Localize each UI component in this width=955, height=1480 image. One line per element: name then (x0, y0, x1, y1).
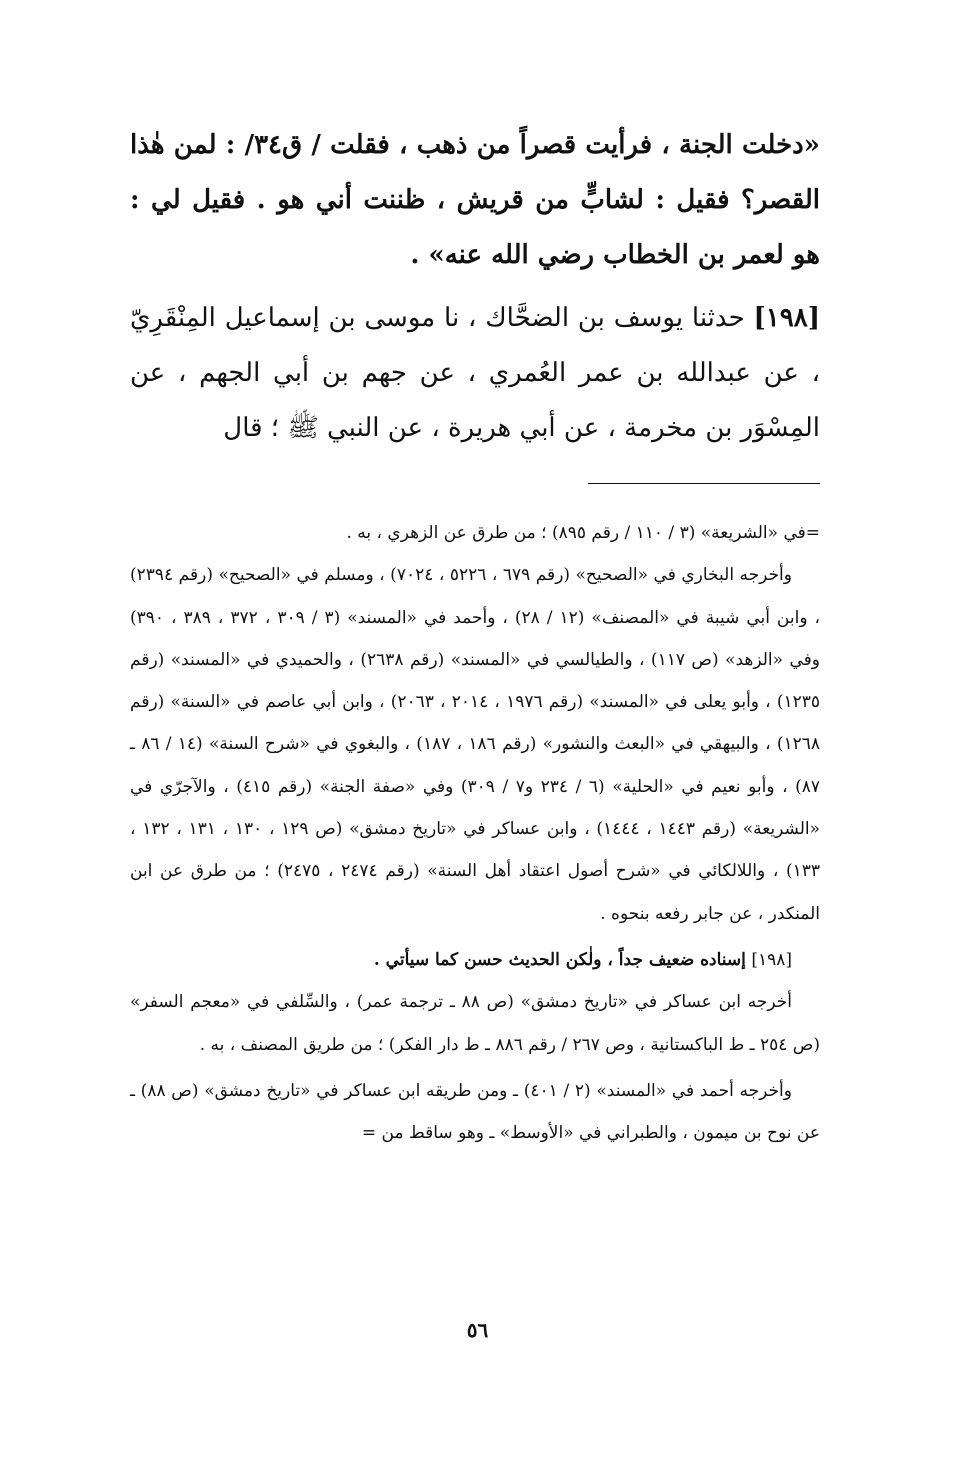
footnote-198-grade (130, 939, 820, 981)
page-number: ٥٦ (466, 1318, 489, 1342)
footnote-198-more: وأخرجه أحمد في «المسند» (٢ / ٤٠١) ـ ومن طريقه ابن عساكر في «تاريخ دمشق» (ص ٨٨) ـ عن نوح بن ميمون ، والطبراني في «الأوسط» ـ وهو ساقط من = (130, 1080, 820, 1144)
footnote-takhrij-paragraph: وأخرجه البخاري في «الصحيح» (رقم ٦٧٩ ، ٥٢٢٦ ، ٧٠٢٤) ، ومسلم في «الصحيح» (رقم ٢٣٩٤) ، وابن أبي شيبة في «المصنف» (١٢ / ٢٨) ، وأحمد في «المسند» (٣ / ٣٠٩ ، ٣٧٢ ، ٣٨٩ ، ٣٩٠) وفي «الزهد» (ص ١١٧) ، والطيالسي في «المسند» (رقم ٢٦٣٨) ، والحميدي في «المسند» (رقم ١٢٣٥) ، وأبو يعلى في «المسند» (رقم ١٩٧٦ ، ٢٠١٤ ، ٢٠٦٣) ، وابن أبي عاصم في «السنة» (رقم ١٢٦٨) ، والبيهقي في «البعث والنشور» (رقم ١٨٦ ، ١٨٧) ، والبغوي في «شرح السنة» (١٤ / ٨٦ ـ ٨٧) ، وأبو نعيم في «الحلية» (٦ / ٢٣٤ و٧ / ٣٠٩) وفي «صفة الجنة» (رقم ٤١٥) ، والآجرّي في «الشريعة» (رقم ١٤٤٣ ، ١٤٤٤) ، وابن عساكر في «تاريخ دمشق» (ص ١٢٩ ، ١٣٠ ، ١٣١ ، ١٣٢ ، ١٣٣) ، واللالكائي في «شرح أصول اعتقاد أهل السنة» (رقم ٢٤٧٤ ، ٢٤٧٥) ؛ من طرق عن ابن المنكدر ، عن جابر رفعه بنحوه . (130, 565, 821, 924)
footnotes (130, 512, 820, 1154)
hadith-chain-text: حدثنا يوسف بن الضحَّاك ، نا موسى بن إسماعيل المِنْقَرِيّ ، عن عبدالله بن عمر العُمري ، عن جهم بن أبي الجهم ، عن المِسْوَر بن مخرمة ، عن أبي هريرة ، عن النبي ﷺ ؛ قال (130, 303, 820, 443)
footnote-continuation: =في «الشريعة» (٣ / ١١٠ / رقم ٨٩٥) ؛ من طرق عن الزهري ، به . (346, 523, 820, 543)
footnote-number: [١٩٨] (751, 949, 792, 970)
hadith-quote: «دخلت الجنة ، فرأيت قصراً من ذهب ، فقلت / ق٣٤/ : لمن هٰذا القصر؟ فقيل : لشابٍّ من قريش ، ظننت أني هو . فقيل لي : هو لعمر بن الخطاب رضي الله عنه» . (130, 130, 821, 270)
footnote-divider (588, 483, 820, 484)
footnote-grade-text: إسناده ضعيف جداً ، ولٰكن الحديث حسن كما سيأتي . (373, 949, 746, 970)
hadith-198-chain (130, 291, 820, 456)
footnote-198-takhrij: أخرجه ابن عساكر في «تاريخ دمشق» (ص ٨٨ ـ ترجمة عمر) ، والسِّلفي في «معجم السفر» (ص ٢٥٤ ـ ط الباكستانية ، وص ٢٦٧ / رقم ٨٨٦ ـ ط دار الفكر) ؛ من طريق المصنف ، به . (130, 992, 820, 1055)
hadith-number: [١٩٨] (753, 303, 820, 333)
main-text (130, 118, 820, 456)
